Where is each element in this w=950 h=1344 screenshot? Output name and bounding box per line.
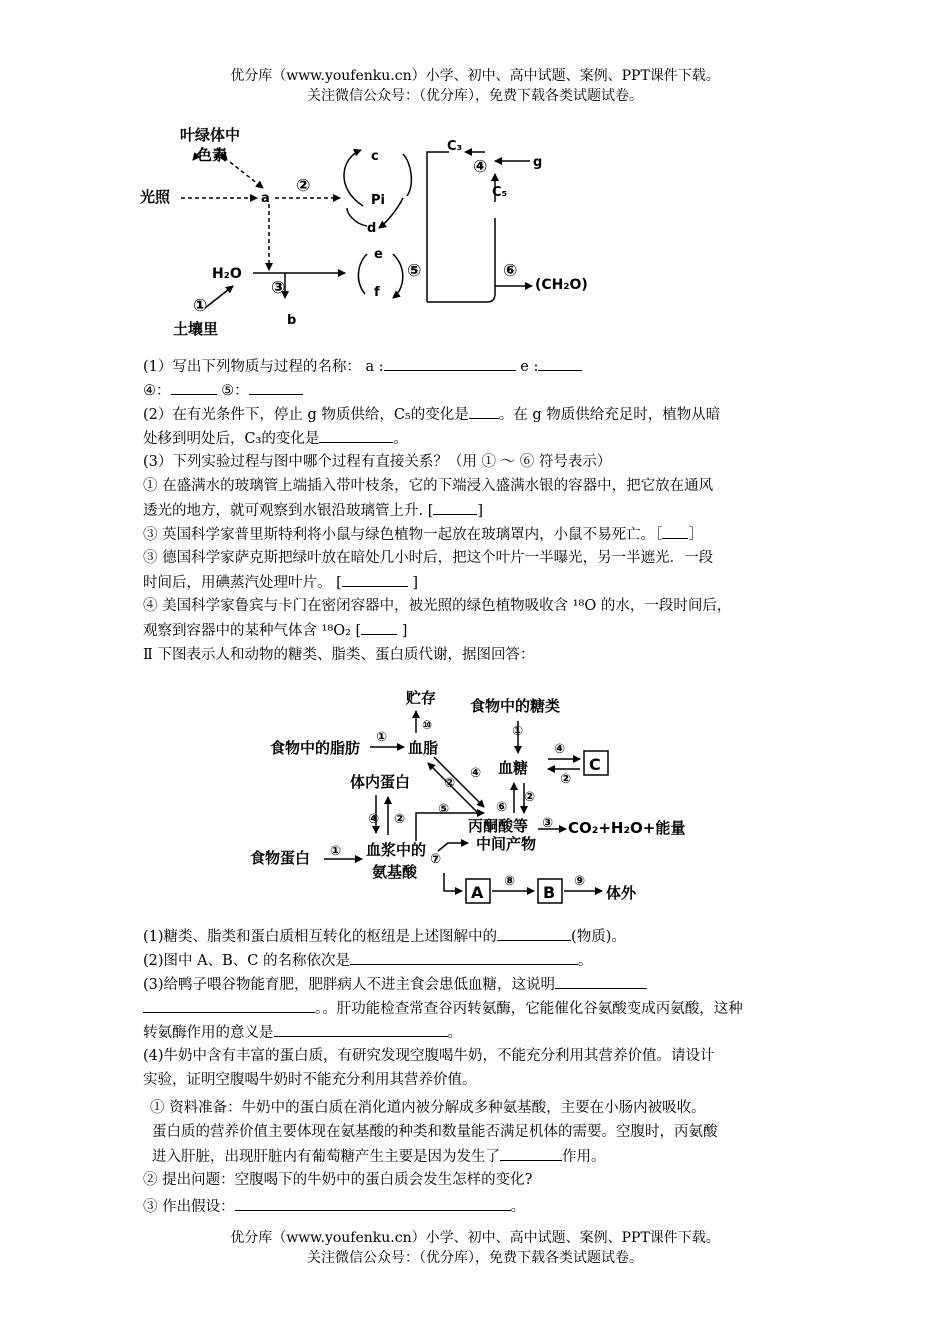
pigment-label-2: 色素 <box>197 146 228 164</box>
num-3: ③ <box>542 816 554 831</box>
p2-s1-line3: 进入肝脏，出现肝脏内有葡萄糖产生主要是因为发生了 作用。 <box>152 1146 606 1167</box>
metabolism-diagram <box>248 683 704 905</box>
a-box-label: A <box>471 883 484 902</box>
num-2-c-sugar: ② <box>560 772 572 787</box>
soil-label: 土壤里 <box>173 320 219 338</box>
blank-process-5[interactable] <box>249 380 303 395</box>
blank-c5-change[interactable] <box>469 404 499 419</box>
p1-q3: (3）下列实验过程与图中哪个过程有直接关系？（用 ① ～ ⑥ 符号表示） <box>143 454 612 470</box>
p2-q2: (2)图中 A、B、C 的名称依次是 。 <box>143 950 592 971</box>
photosynthesis-diagram <box>135 118 605 340</box>
num-4-protein: ④ <box>368 812 380 827</box>
blank-gluconeogenesis[interactable] <box>500 1146 562 1161</box>
num-2-protein: ② <box>394 812 406 827</box>
blood-sugar-label: 血糖 <box>498 759 529 777</box>
circle-2: ② <box>296 176 311 196</box>
p2-q4-line2: 实验，证明空腹喝牛奶时不能充分利用其营养价值。 <box>143 1072 477 1088</box>
num-5: ⑤ <box>438 802 450 817</box>
pyruvate-label-2: 中间产物 <box>476 835 537 853</box>
blank-exp-4[interactable] <box>361 620 397 635</box>
b-box-label: B <box>543 883 556 902</box>
p2-q4-line1: (4)牛奶中含有丰富的蛋白质，有研究发现空腹喝牛奶，不能充分利用其营养价值。请设计 <box>143 1048 715 1064</box>
circle-4: ④ <box>473 157 488 177</box>
p1-e1-line1: ① 在盛满水的玻璃管上端插入带叶枝条，它的下端浸入盛满水银的容器中，把它放在通风 <box>143 478 714 494</box>
node-f: f <box>374 285 380 300</box>
circle-6: ⑥ <box>503 261 518 281</box>
footer-line-2: 关注微信公众号：（优分库），免费下载各类试题试卷。 <box>307 1250 643 1266</box>
p1-e2: ③ 英国科学家普里斯特利将小鼠与绿色植物一起放在玻璃罩内，小鼠不易死亡。［ ］ <box>143 524 703 545</box>
blank-transaminase[interactable] <box>274 1022 448 1037</box>
p1-e3-line1: ③ 德国科学家萨克斯把绿叶放在暗处几小时后，把这个叶片一半曝光，另一半遮光．一段 <box>143 550 714 566</box>
blank-c3-change[interactable] <box>319 428 393 443</box>
node-d: d <box>367 221 377 236</box>
food-protein-label: 食物蛋白 <box>250 849 311 867</box>
p2-q3-line2: 。。肝功能检查常查谷丙转氨酶，它能催化谷氨酸变成丙氨酸，这种 <box>143 998 743 1019</box>
num-7: ⑦ <box>430 852 442 867</box>
pigment-label-1: 叶绿体中 <box>180 126 241 144</box>
num-8: ⑧ <box>504 874 516 889</box>
node-b: b <box>287 313 297 328</box>
blood-fat-label: 血脂 <box>408 739 439 757</box>
node-ch2o: (CH₂O) <box>535 277 588 293</box>
blank-process-4[interactable] <box>171 380 217 395</box>
num-1-protein: ① <box>330 844 342 859</box>
p1-q2-line2: 处移到明处后，C₃的变化是 。 <box>143 428 408 449</box>
num-9: ⑨ <box>574 874 586 889</box>
p2-q3-line1: (3)给鸭子喂谷物能育肥，肥胖病人不进主食会患低血糖，这说明 <box>143 974 647 995</box>
p2-s2: ② 提出问题：空腹喝下的牛奶中的蛋白质会发生怎样的变化? <box>143 1172 533 1188</box>
node-g: g <box>533 155 543 170</box>
node-c5: C₅ <box>492 185 508 200</box>
food-sugar-label: 食物中的糖类 <box>470 697 561 715</box>
node-pi: Pi <box>371 193 385 208</box>
blank-e[interactable] <box>538 356 582 371</box>
c-box-label: C <box>589 755 601 774</box>
part2-title: Ⅱ 下图表示人和动物的糖类、脂类、蛋白质代谢，据图回答： <box>143 647 535 663</box>
node-a: a <box>261 191 270 206</box>
p1-e3-line2: 时间后，用碘蒸汽处理叶片。 [ ] <box>143 572 418 593</box>
circle-1: ① <box>193 296 208 316</box>
header-line-1: 优分库（www.youfenku.cn）小学、初中、高中试题、案例、PPT课件下载。 <box>230 68 720 84</box>
num-10: ⑩ <box>422 718 433 732</box>
num-2-sugar: ② <box>524 790 536 805</box>
num-1-sugar: ① <box>512 724 524 739</box>
p1-e4-line2: 观察到容器中的某种气体含 ¹⁸O₂ [ ] <box>143 620 407 641</box>
amino-acid-label-1: 血浆中的 <box>366 841 427 859</box>
header-line-2: 关注微信公众号：（优分库），免费下载各类试题试卷。 <box>307 88 643 104</box>
num-1-fat: ① <box>376 730 388 745</box>
p2-s1-line1: ① 资料准备：牛奶中的蛋白质在消化道内被分解成多种氨基酸，主要在小肠内被吸收。 <box>150 1100 706 1116</box>
p2-q1: (1)糖类、脂类和蛋白质相互转化的枢纽是上述图解中的 (物质)。 <box>143 926 626 947</box>
amino-acid-label-2: 氨基酸 <box>372 863 418 881</box>
blank-hypothesis[interactable] <box>235 1196 511 1211</box>
light-label: 光照 <box>140 188 171 206</box>
node-c3: C₃ <box>447 139 463 154</box>
p1-q1-line1: (1）写出下列物质与过程的名称： a : e : <box>143 356 582 377</box>
footer-line-1: 优分库（www.youfenku.cn）小学、初中、高中试题、案例、PPT课件下载。 <box>230 1230 720 1246</box>
food-fat-label: 食物中的脂肪 <box>270 739 361 757</box>
blank-explain-1[interactable] <box>555 974 647 989</box>
num-2-fat: ② <box>444 776 456 791</box>
p2-s3: ③ 作出假设： 。 <box>143 1196 525 1217</box>
p1-q1-line2: ④： ⑤： <box>143 380 303 401</box>
pyruvate-label-1: 丙酮酸等 <box>468 817 529 835</box>
p2-s1-line2: 蛋白质的营养价值主要体现在氨基酸的种类和数量能否满足机体的需要。空腹时，丙氨酸 <box>152 1124 718 1140</box>
circle-5: ⑤ <box>407 261 422 281</box>
num-4-fat: ④ <box>470 766 482 781</box>
blank-hub[interactable] <box>497 926 571 941</box>
blank-explain-2[interactable] <box>143 998 315 1013</box>
p2-q3-line3: 转氨酶作用的意义是 。 <box>143 1022 462 1043</box>
circle-3: ③ <box>271 278 286 298</box>
blank-abc-names[interactable] <box>350 950 578 965</box>
node-h2o: H₂O <box>212 266 242 282</box>
p1-q2-line1: (2）在有光条件下，停止 g 物质供给，C₅的变化是 。在 g 物质供给充足时，植物从暗 <box>143 404 720 425</box>
p1-e4-line1: ④ 美国科学家鲁宾与卡门在密闭容器中，被光照的绿色植物吸收含 ¹⁸O 的水，一段时间后， <box>143 598 732 614</box>
node-c: c <box>371 149 379 164</box>
num-4-sugar-c: ④ <box>554 742 566 757</box>
p1-e1-line2: 透光的地方，就可观察到水银沿玻璃管上升. [ ] <box>143 500 483 521</box>
out-label: 体外 <box>606 884 637 902</box>
blank-a[interactable] <box>384 356 516 371</box>
body-protein-label: 体内蛋白 <box>350 773 411 791</box>
node-e: e <box>374 247 383 262</box>
products-label: CO₂+H₂O+能量 <box>568 819 686 837</box>
blank-exp-3[interactable] <box>342 572 408 587</box>
blank-exp-2[interactable] <box>662 524 688 539</box>
num-6: ⑥ <box>496 800 508 815</box>
blank-exp-1[interactable] <box>433 500 477 515</box>
storage-label: 贮存 <box>406 689 437 707</box>
